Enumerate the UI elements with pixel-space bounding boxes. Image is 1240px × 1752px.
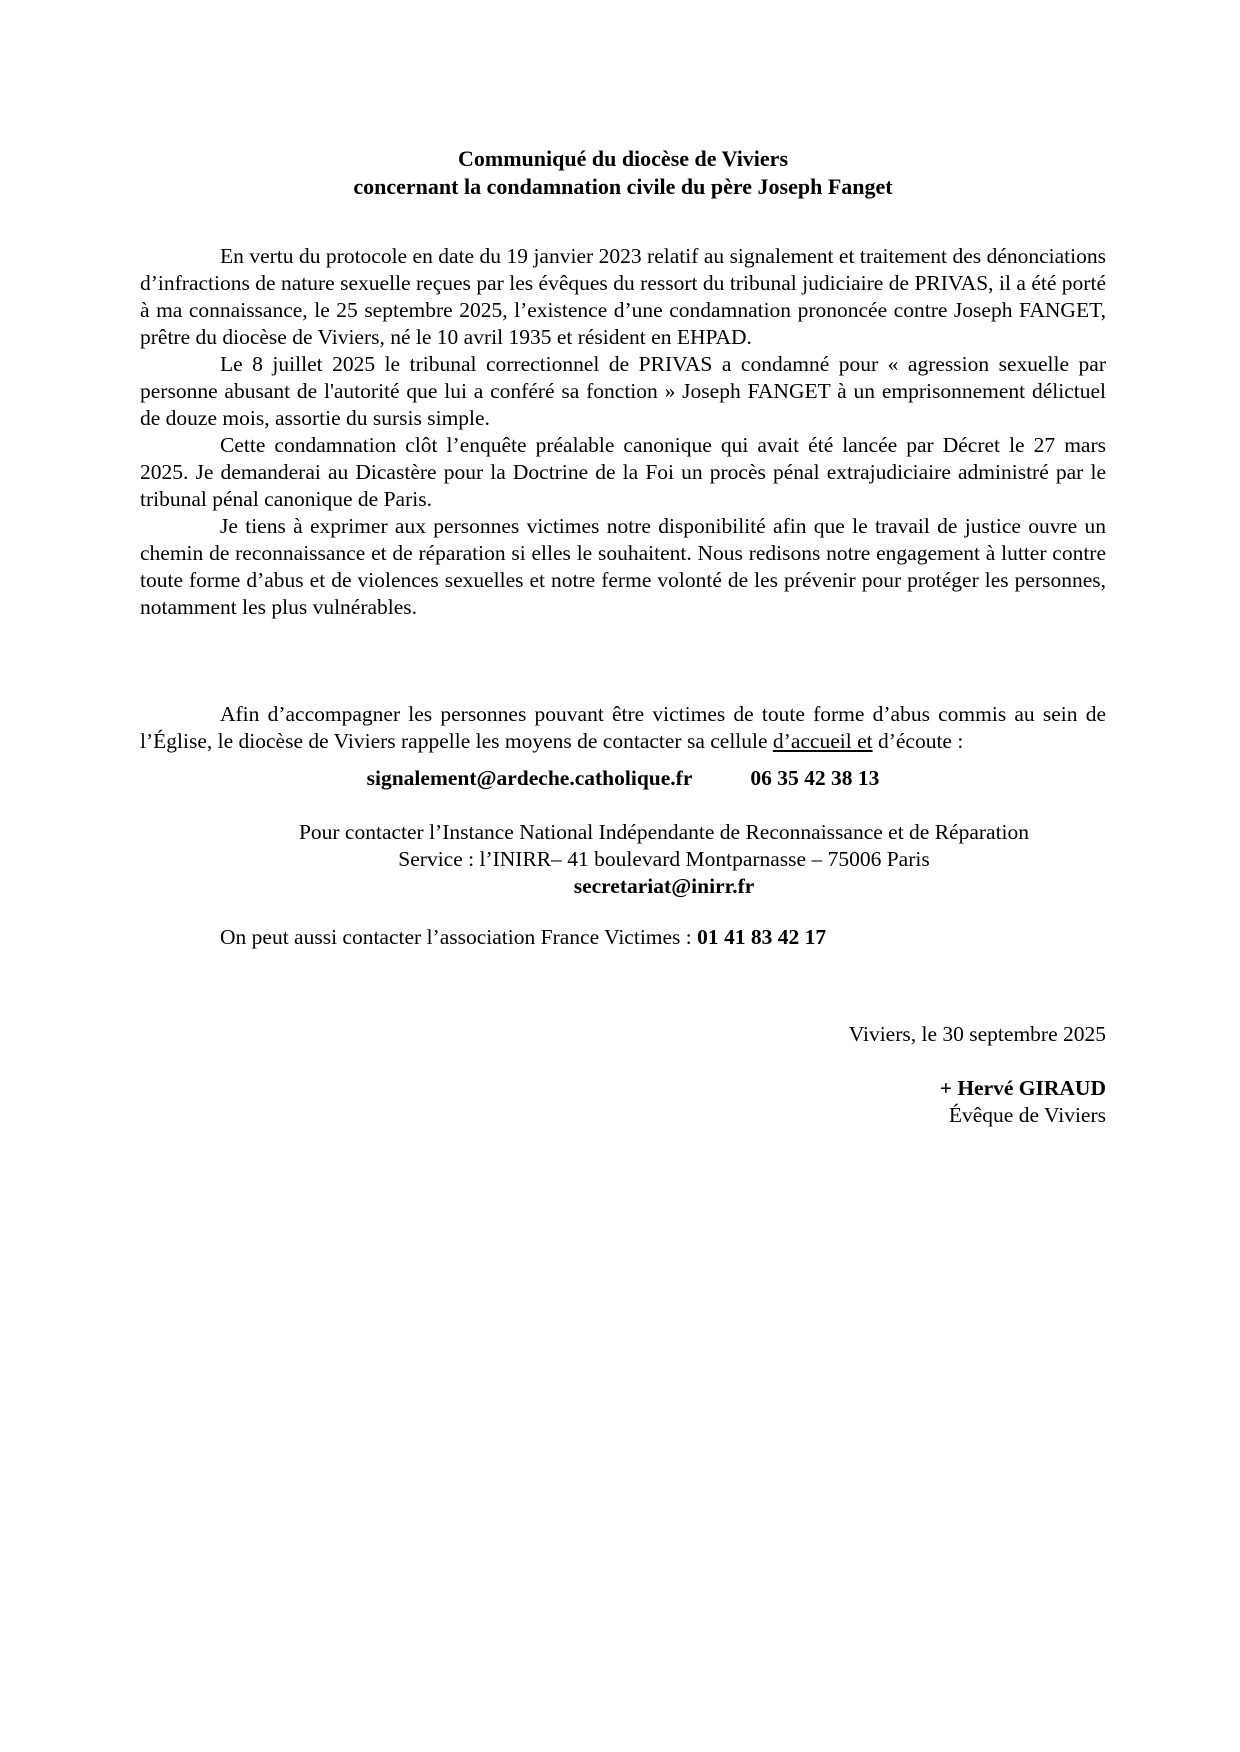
signature-name: + Hervé GIRAUD [939, 1076, 1106, 1100]
france-victimes-line [140, 924, 1106, 951]
paragraph-enquete: Cette condamnation clôt l’enquête préalable canonique qui avait été lancée par Décret le 27 mars 2025. Je demanderai au Dicastère pour la Doctrine de la Foi un procès pénal extrajudiciaire administré par le tribunal pénal canonique de Paris. [140, 433, 1106, 511]
inirr-contact-block [222, 819, 1106, 900]
dateline: Viviers, le 30 septembre 2025 [848, 1022, 1106, 1046]
body-paragraphs [140, 243, 1106, 755]
paragraph-accueil [140, 701, 1106, 755]
paragraph-accueil-end: d’écoute : [872, 729, 964, 753]
inirr-line1: Pour contacter l’Instance National Indépendante de Reconnaissance et de Réparation [298, 820, 1030, 844]
paragraph-accueil-start: Afin d’accompagner les personnes pouvant être victimes de toute forme d’abus commis au sein de l’Église, le diocèse de Viviers rappelle les moyens de contacter sa cellule [140, 702, 1106, 753]
inirr-line2: Service : l’INIRR– 41 boulevard Montparnasse – 75006 Paris [398, 847, 930, 871]
inirr-email: secretariat@inirr.fr [573, 874, 755, 898]
diocese-contact-line [140, 765, 1106, 792]
diocese-email: signalement@ardeche.catholique.fr [366, 766, 693, 790]
france-victimes-phone: 01 41 83 42 17 [697, 925, 827, 949]
document-content [140, 145, 1106, 1129]
document-title [140, 145, 1106, 201]
france-victimes-text: On peut aussi contacter l’association France Victimes : [220, 925, 698, 949]
paragraph-victimes: Je tiens à exprimer aux personnes victimes notre disponibilité afin que le travail de justice ouvre un chemin de reconnaissance et de réparation si elles le souhaitent. Nous redisons notre engagement à lutter contre toute forme d’abus et de violences sexuelles et notre ferme volonté de les prévenir pour protéger les personnes, notamment les plus vulnérables. [140, 514, 1106, 619]
signature-block [140, 1075, 1106, 1129]
paragraph-protocole: En vertu du protocole en date du 19 janvier 2023 relatif au signalement et traitement des dénonciations d’infractions de nature sexuelle reçues par les évêques du ressort du tribunal judiciaire de PRIVAS, il a été porté à ma connaissance, le 25 septembre 2025, l’existence d’une condamnation prononcée contre Joseph FANGET, prêtre du diocèse de Viviers, né le 10 avril 1935 et résident en EHPAD. [140, 244, 1106, 349]
signature-title: Évêque de Viviers [948, 1103, 1106, 1127]
document-title-line2: concernant la condamnation civile du père Joseph Fanget [353, 174, 893, 199]
diocese-phone: 06 35 42 38 13 [750, 766, 880, 790]
document-title-line1: Communiqué du diocèse de Viviers [457, 146, 789, 171]
paragraph-condamnation: Le 8 juillet 2025 le tribunal correctionnel de PRIVAS a condamné pour « agression sexuelle par personne abusant de l'autorité que lui a conféré sa fonction » Joseph FANGET à un emprisonnement délictuel de douze mois, assortie du sursis simple. [140, 352, 1106, 430]
paragraph-accueil-underlined: d’accueil et [772, 729, 873, 753]
